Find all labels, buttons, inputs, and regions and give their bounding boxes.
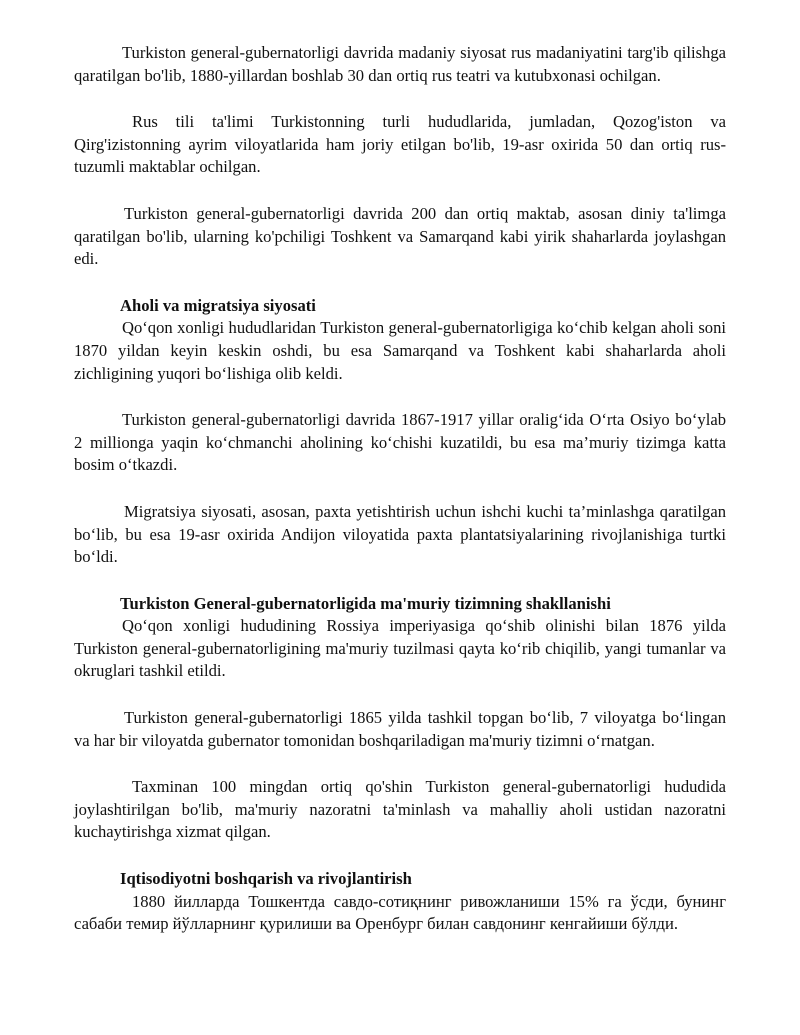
paragraph: Turkiston general-gubernatorligi davrida madaniy siyosat rus madaniyatini targ'ib qilishga qaratilgan bo'lib, 1880-yillardan boshlab 30 dan ortiq rus teatri va kutubxonasi ochilgan. [74, 43, 726, 85]
paragraph: Qo‘qon xonligi hududlaridan Turkiston general-gubernatorligiga ko‘chib kelgan aholi soni 1870 yildan keyin keskin oshdi, bu esa Samarqand va Toshkent kabi shaharlarda aholi zichligining yuqori bo‘lishiga olib keldi. [74, 318, 726, 383]
paragraph: Rus tili ta'limi Turkistonning turli hududlarida, jumladan, Qozog'iston va Qirg'izistonning ayrim viloyatlarida ham joriy etilgan bo'lib, 19-asr oxirida 50 dan ortiq rus-tuzumli maktablar ochilgan. [74, 112, 726, 177]
paragraph: Qo‘qon xonligi hududining Rossiya imperiyasiga qo‘shib olinishi bilan 1876 yilda Turkiston general-gubernatorligining ma'muriy tuzilmasi qayta ko‘rib chiqilib, yangi tumanlar va okruglari tashkil etildi. [74, 616, 726, 681]
section-heading: Iqtisodiyotni boshqarish va rivojlantirish [120, 869, 412, 889]
paragraph: Turkiston general-gubernatorligi davrida 1867-1917 yillar oralig‘ida O‘rta Osiyo bo‘ylab 2 millionga yaqin ko‘chmanchi aholining ko‘chishi kuzatildi, bu esa ma’muriy tizimga katta bosim o‘tkazdi. [74, 410, 726, 475]
paragraph: 1880 йилларда Тошкентда савдо-сотиқнинг ривожланиши 15% га ўсди, бунинг сабаби темир йўлларнинг қурилиши ва Оренбург билан савдонинг кенгайиши бўлди. [74, 891, 726, 934]
section-heading: Aholi va migratsiya siyosati [120, 295, 316, 315]
paragraph: Turkiston general-gubernatorligi 1865 yilda tashkil topgan bo‘lib, 7 viloyatga bo‘lingan va har bir viloyatda gubernator tomonidan boshqariladigan ma'muriy tizimni o‘rnatgan. [74, 708, 726, 750]
paragraph: Migratsiya siyosati, asosan, paxta yetishtirish uchun ishchi kuchi ta’minlashga qaratilgan bo‘lib, bu esa 19-asr oxirida Andijon viloyatida paxta plantatsiyalarining rivojlanishiga turtki bo‘ldi. [74, 501, 726, 567]
paragraph: Taxminan 100 mingdan ortiq qo'shin Turkiston general-gubernatorligi hududida joylashtirilgan bo'lib, ma'muriy nazoratni ta'minlash va mahalliy aholi ustidan nazoratni kuchaytirishga xizmat qilgan. [74, 777, 726, 842]
document-page [74, 42, 726, 936]
paragraph: Turkiston general-gubernatorligi davrida 200 dan ortiq maktab, asosan diniy ta'limga qaratilgan bo'lib, ularning ko'pchiligi Toshkent va Samarqand kabi yirik shaharlarda joylashgan edi. [74, 203, 726, 269]
section-heading: Turkiston General-gubernatorligida ma'muriy tizimning shakllanishi [120, 593, 611, 613]
